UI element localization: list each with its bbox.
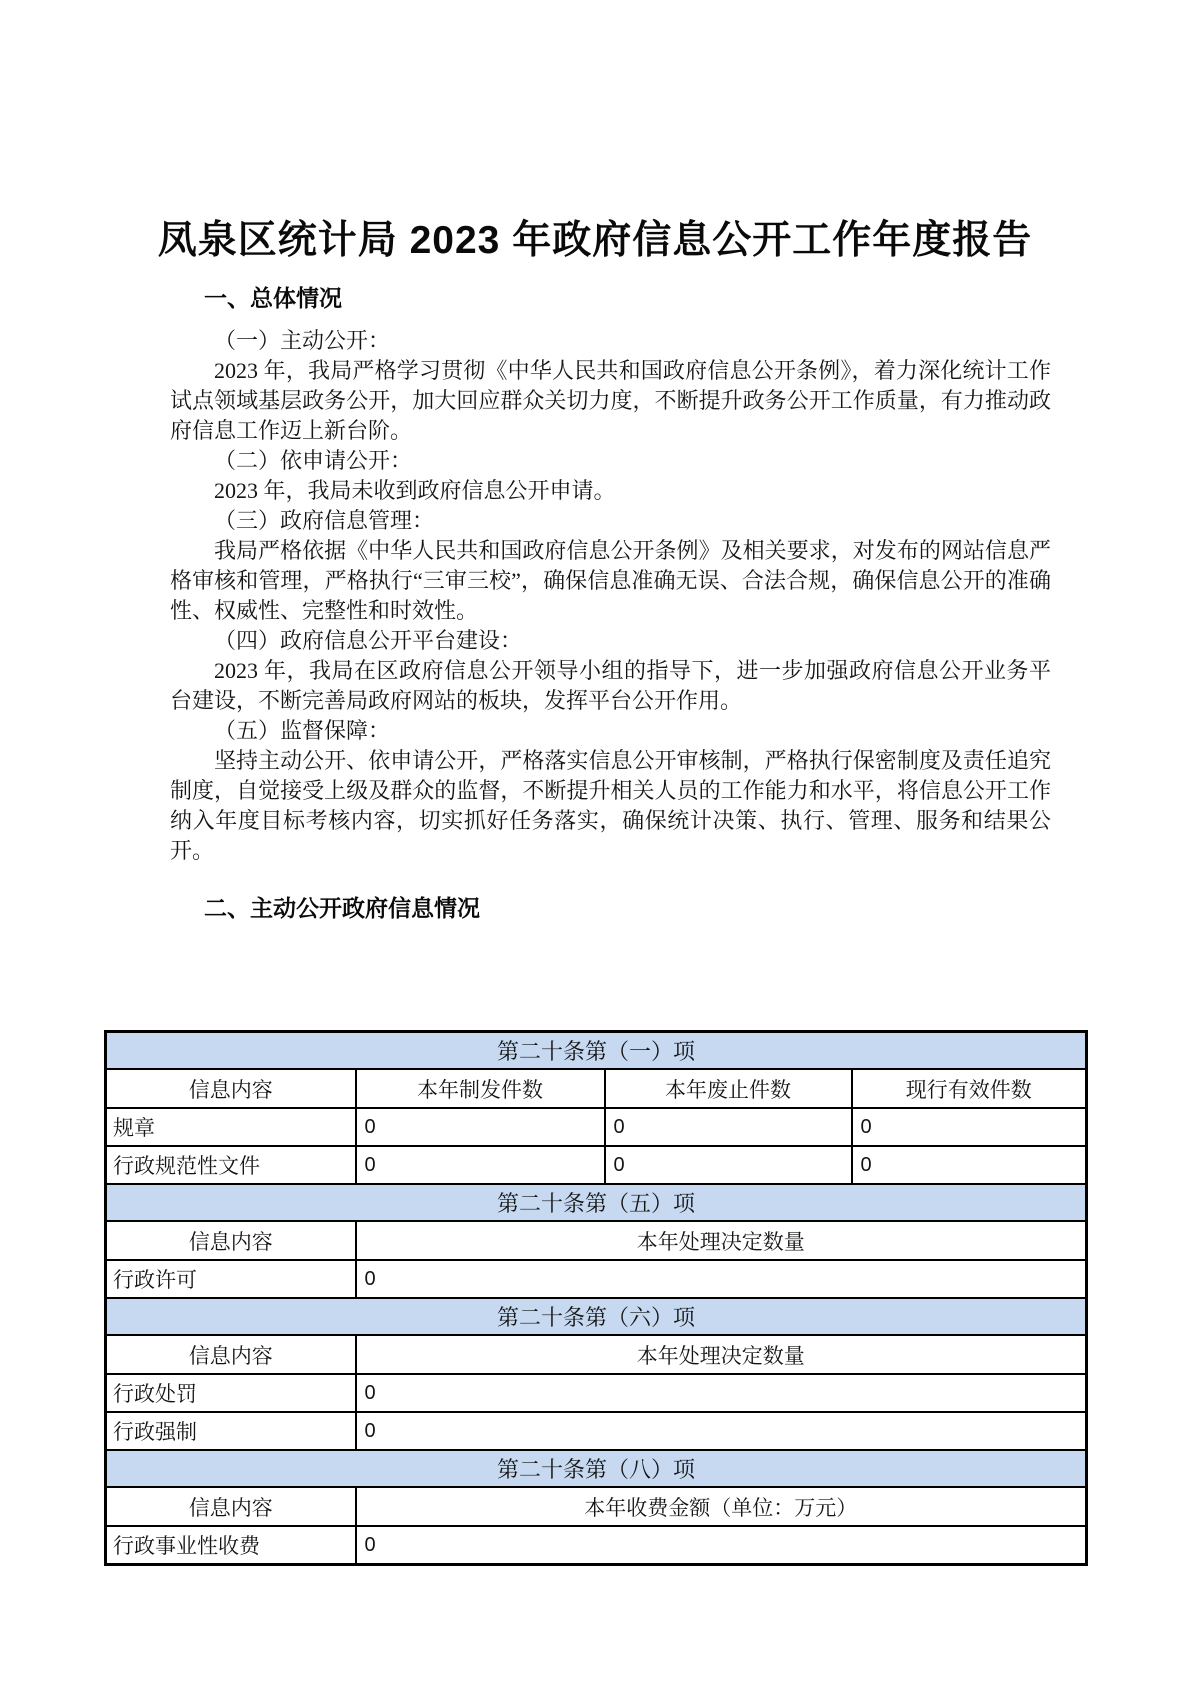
col-header-cell: 本年处理决定数量 [356,1335,1087,1374]
paragraph-label: （二）依申请公开： [214,448,413,473]
col-header-cell: 信息内容 [106,1221,356,1260]
row-label-cell: 行政规范性文件 [106,1146,356,1184]
col-header-cell: 信息内容 [106,1335,356,1374]
value-cell: 0 [356,1146,605,1184]
value-cell: 0 [356,1374,1087,1412]
paragraph-label: （五）监督保障： [214,718,391,743]
table-row [106,1374,1087,1412]
paragraph-text: 我局严格依据《中华人民共和国政府信息公开条例》及相关要求，对发布的网站信息严格审核和管理，严格执行“三审三校”，确保信息准确无误、合法合规，确保信息公开的准确性、权威性、完整性和时效性。 [170,538,1051,623]
value-cell: 0 [605,1146,852,1184]
row-label-cell: 行政强制 [106,1412,356,1450]
row-label-cell: 行政事业性收费 [106,1526,356,1565]
paragraph-text: 坚持主动公开、依申请公开，严格落实信息公开审核制，严格执行保密制度及责任追究制度，自觉接受上级及群众的监督，不断提升相关人员的工作能力和水平，将信息公开工作纳入年度目标考核内容，切实抓好任务落实，确保统计决策、执行、管理、服务和结果公开。 [170,748,1051,863]
row-label-cell: 行政处罚 [106,1374,356,1412]
section-heading-disclosure: 二、主动公开政府信息情况 [204,895,480,921]
table-header-row [106,1335,1087,1374]
col-header-cell: 本年制发件数 [356,1069,605,1108]
table-row [106,1412,1087,1450]
col-header-cell: 本年收费金额（单位：万元） [356,1487,1087,1526]
paragraph-text: 2023 年，我局在区政府信息公开领导小组的指导下，进一步加强政府信息公开业务平台建设，不断完善局政府网站的板块，发挥平台公开作用。 [170,658,1051,713]
band-cell: 第二十条第（八）项 [106,1450,1087,1487]
band-cell: 第二十条第（六）项 [106,1298,1087,1335]
paragraph-label: （一）主动公开： [214,328,391,353]
value-cell: 0 [852,1108,1087,1146]
paragraph-label: （三）政府信息管理： [214,508,435,533]
table-row [106,1526,1087,1565]
value-cell: 0 [852,1146,1087,1184]
section-heading-overview: 一、总体情况 [204,285,342,311]
table-band-row [106,1450,1087,1487]
page-title: 凤泉区统计局 2023 年政府信息公开工作年度报告 [157,219,1033,263]
table-row [106,1146,1087,1184]
col-header-cell: 信息内容 [106,1487,356,1526]
table-header-row [106,1069,1087,1108]
table-band-row [106,1184,1087,1221]
value-cell: 0 [356,1412,1087,1450]
col-header-cell: 信息内容 [106,1069,356,1108]
col-header-cell: 现行有效件数 [852,1069,1087,1108]
disclosure-table [104,1030,1088,1566]
table-band-row [106,1298,1087,1335]
table-row [106,1260,1087,1298]
table-row [106,1108,1087,1146]
paragraph-text: 2023 年，我局严格学习贯彻《中华人民共和国政府信息公开条例》，着力深化统计工作试点领域基层政务公开，加大回应群众关切力度，不断提升政务公开工作质量，有力推动政府信息工作迈上新台阶。 [170,358,1051,443]
table-band-row [106,1032,1087,1070]
value-cell: 0 [605,1108,852,1146]
row-label-cell: 规章 [106,1108,356,1146]
row-label-cell: 行政许可 [106,1260,356,1298]
value-cell: 0 [356,1260,1087,1298]
paragraph-label: （四）政府信息公开平台建设： [214,628,523,653]
col-header-cell: 本年废止件数 [605,1069,852,1108]
band-cell: 第二十条第（五）项 [106,1184,1087,1221]
table-header-row [106,1221,1087,1260]
col-header-cell: 本年处理决定数量 [356,1221,1087,1260]
value-cell: 0 [356,1526,1087,1565]
table-header-row [106,1487,1087,1526]
band-cell: 第二十条第（一）项 [106,1032,1087,1070]
value-cell: 0 [356,1108,605,1146]
paragraph-text: 2023 年，我局未收到政府信息公开申请。 [214,478,616,503]
overview-body [170,326,1051,866]
